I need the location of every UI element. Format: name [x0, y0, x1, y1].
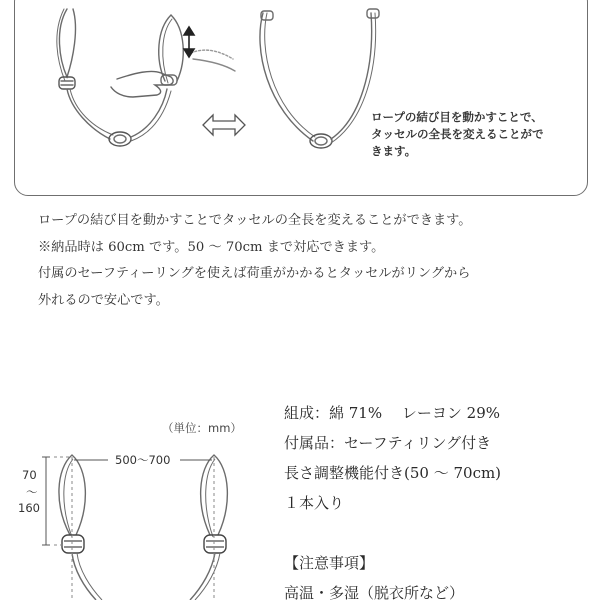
illustration-caption — [371, 109, 591, 160]
spec-spacer — [284, 518, 594, 548]
description-line: ※納品時は 60cm です。50 ～ 70cm まで対応できます。 — [38, 239, 385, 255]
knot-icon — [62, 535, 84, 553]
width-dimension: 500〜700 — [115, 453, 171, 467]
product-description — [38, 208, 578, 314]
double-arrow-icon — [203, 115, 245, 135]
spec-line: 付属品：セーフティリング付き — [284, 434, 492, 452]
caption-line: きます。 — [371, 144, 417, 158]
caption-line: タッセルの全長を変えることがで — [371, 127, 544, 141]
updown-arrow-icon — [184, 27, 194, 57]
spec-line: 長さ調整機能付き(50 ～ 70cm) — [284, 464, 502, 482]
product-specs — [284, 398, 594, 608]
unit-label: （単位：mm） — [162, 421, 242, 435]
description-line: 外れるので安心です。 — [38, 292, 169, 308]
caption-line: ロープの結び目を動かすことで、 — [371, 110, 543, 124]
spec-line: 組成：綿 71% レーヨン 29% — [284, 404, 500, 422]
spec-line: 高温・多湿（脱衣所など） — [284, 584, 465, 602]
height-dimension-top: 70 — [22, 468, 37, 482]
description-line: 付属のセーフティーリングを使えば荷重がかかるとタッセルがリングから — [38, 266, 471, 281]
height-dimension-bottom: 160 — [18, 501, 40, 515]
spec-heading: 【注意事項】 — [284, 554, 375, 572]
rope-illustration — [15, 0, 589, 197]
rope-loop-icon — [59, 9, 75, 77]
illustration-panel — [14, 0, 588, 196]
description-line: ロープの結び目を動かすことでタッセルの全長を変えることができます。 — [38, 213, 472, 228]
height-dimension-tilde: 〜 — [26, 485, 38, 499]
knot-icon — [204, 535, 226, 553]
spec-line: １本入り — [284, 494, 345, 512]
